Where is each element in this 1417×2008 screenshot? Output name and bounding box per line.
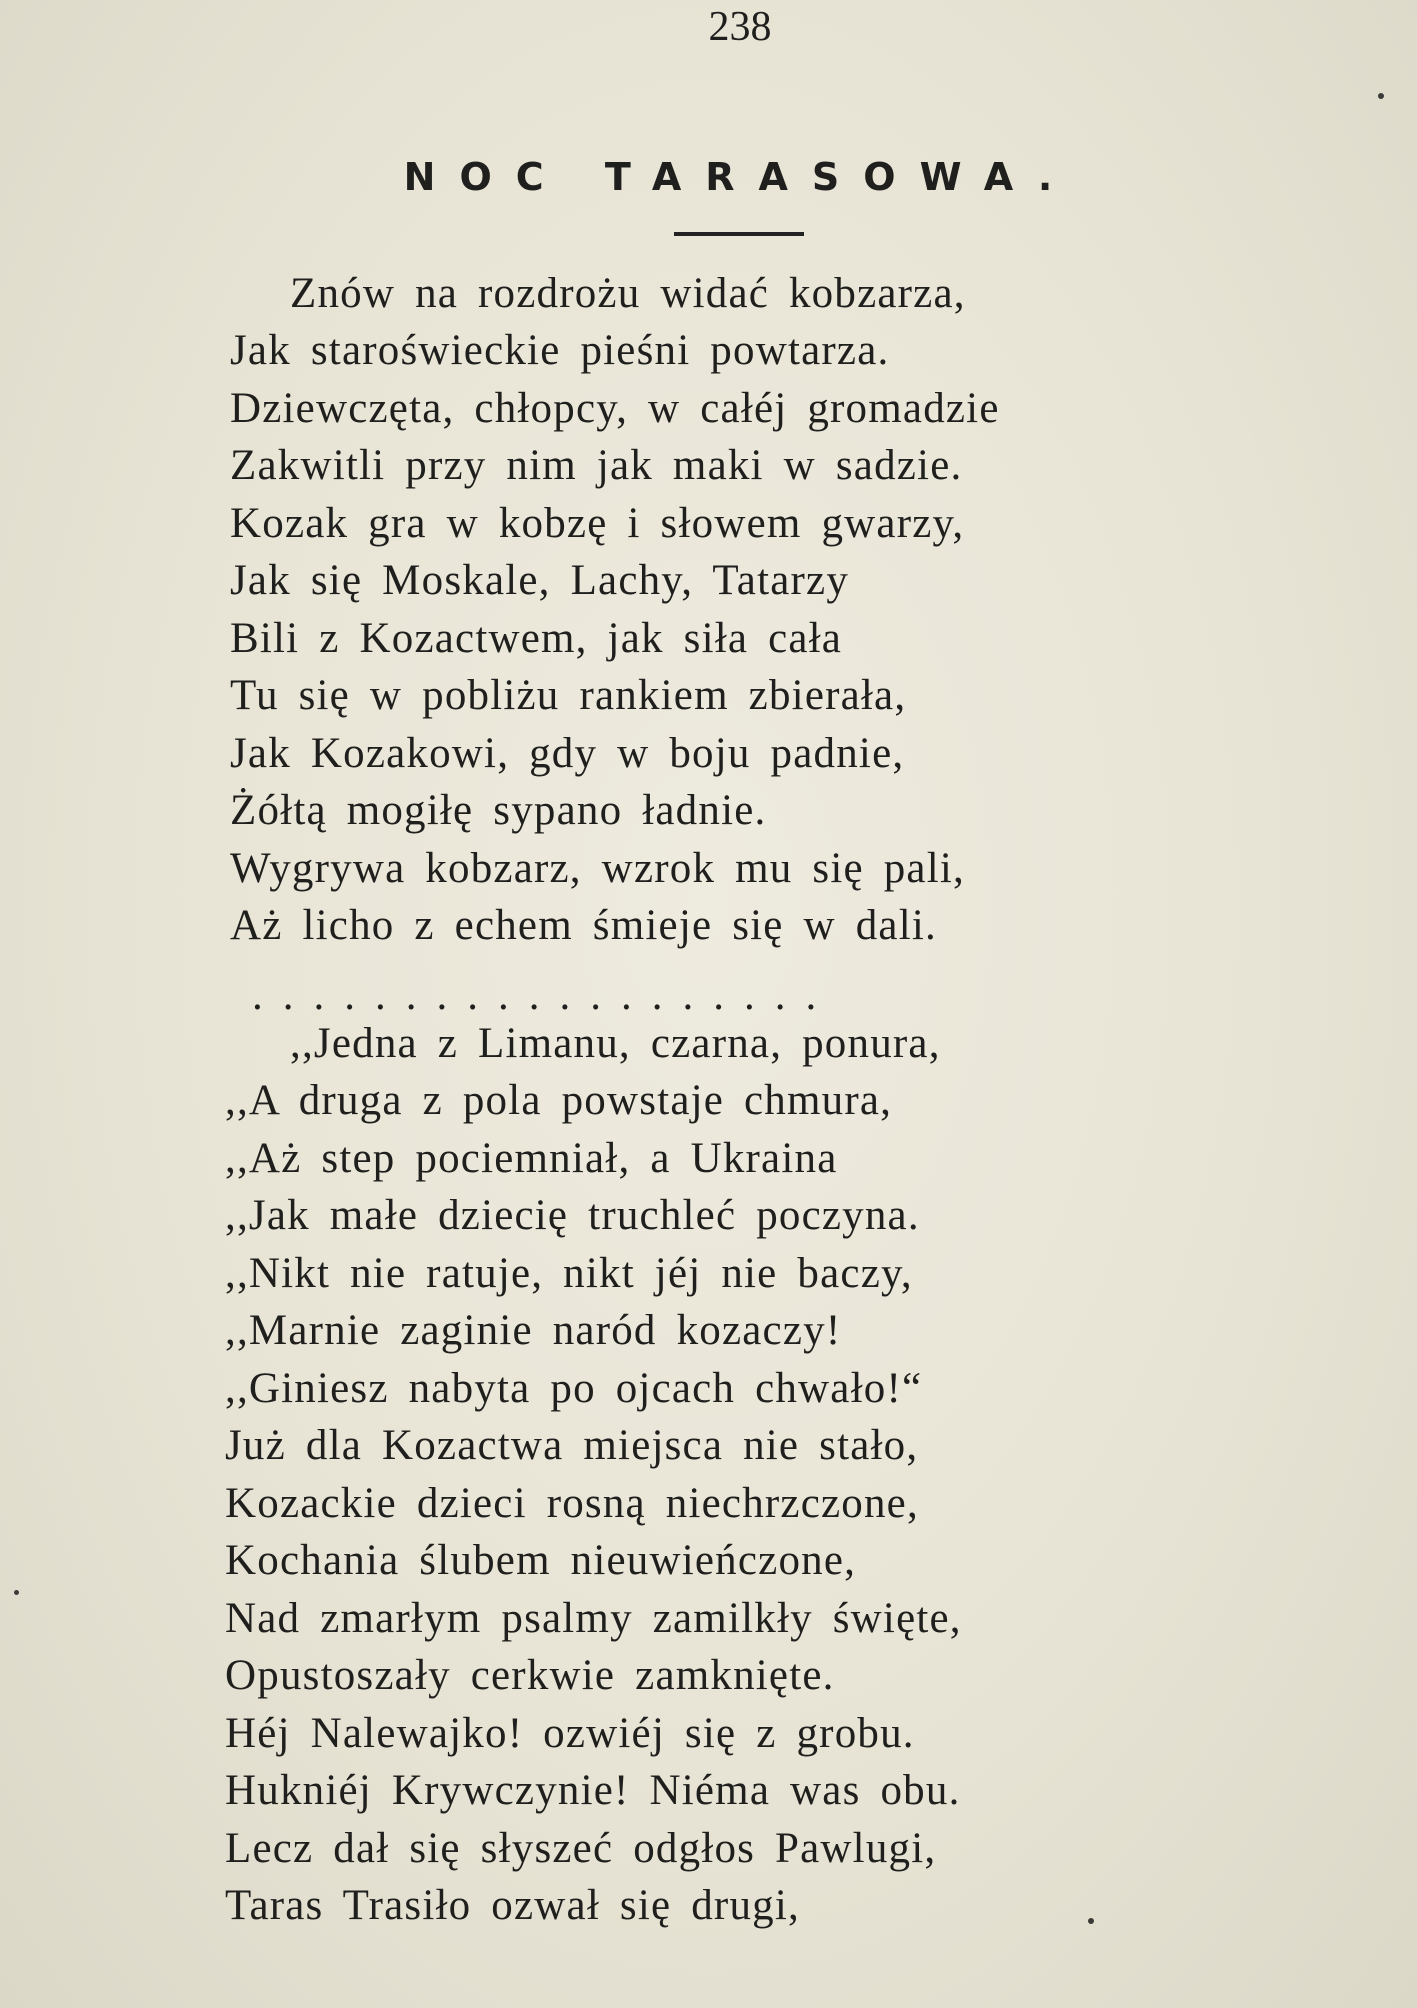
paper-speck: [1378, 93, 1384, 99]
paper-speck: [1088, 1918, 1094, 1924]
verse-line: Bili z Kozactwem, jak siła cała: [230, 615, 843, 662]
ellipsis-separator: ...................: [252, 972, 837, 1019]
verse-line: Aż licho z echem śmieje się w dali.: [230, 902, 937, 949]
verse-line: Już dla Kozactwa miejsca nie stało,: [225, 1422, 919, 1469]
verse-line: Taras Trasiło ozwał się drugi,: [225, 1882, 800, 1929]
verse-line: ,,Marnie zaginie naród kozaczy!: [225, 1307, 842, 1354]
poem-title: NOC TARASOWA.: [403, 155, 1077, 199]
verse-line: Jak Kozakowi, gdy w boju padnie,: [230, 730, 905, 777]
verse-line: Hukniéj Krywczynie! Niéma was obu.: [225, 1767, 961, 1814]
verse-line: ,,Aż step pociemniał, a Ukraina: [225, 1135, 838, 1182]
verse-line: ,,Jedna z Limanu, czarna, ponura,: [290, 1020, 941, 1067]
verse-line: Zakwitli przy nim jak maki w sadzie.: [230, 442, 963, 489]
verse-line: Héj Nalewajko! ozwiéj się z grobu.: [225, 1710, 915, 1757]
verse-line: Dziewczęta, chłopcy, w całéj gromadzie: [230, 385, 1000, 432]
page-number: 238: [708, 4, 772, 50]
verse-line: Kozak gra w kobzę i słowem gwarzy,: [230, 500, 965, 547]
verse-line: ,,Nikt nie ratuje, nikt jéj nie baczy,: [225, 1250, 913, 1297]
verse-line: Tu się w pobliżu rankiem zbierała,: [230, 672, 907, 719]
verse-line: Nad zmarłym psalmy zamilkły święte,: [225, 1595, 962, 1642]
paper-speck: [14, 1590, 19, 1595]
verse-line: Jak się Moskale, Lachy, Tatarzy: [230, 557, 850, 604]
verse-line: ,,A druga z pola powstaje chmura,: [225, 1077, 893, 1124]
verse-line: Znów na rozdrożu widać kobzarza,: [290, 270, 966, 317]
verse-line: Lecz dał się słyszeć odgłos Pawlugi,: [225, 1825, 937, 1872]
verse-line: Opustoszały cerkwie zamknięte.: [225, 1652, 835, 1699]
verse-line: Jak staroświeckie pieśni powtarza.: [230, 327, 890, 374]
verse-line: Żółtą mogiłę sypano ładnie.: [230, 787, 767, 834]
verse-line: ,,Giniesz nabyta po ojcach chwało!“: [225, 1365, 923, 1412]
verse-line: Wygrywa kobzarz, wzrok mu się pali,: [230, 845, 965, 892]
verse-line: Kozackie dzieci rosną niechrzczone,: [225, 1480, 919, 1527]
verse-line: Kochania ślubem nieuwieńczone,: [225, 1537, 857, 1584]
verse-line: ,,Jak małe dziecię truchleć poczyna.: [225, 1192, 920, 1239]
